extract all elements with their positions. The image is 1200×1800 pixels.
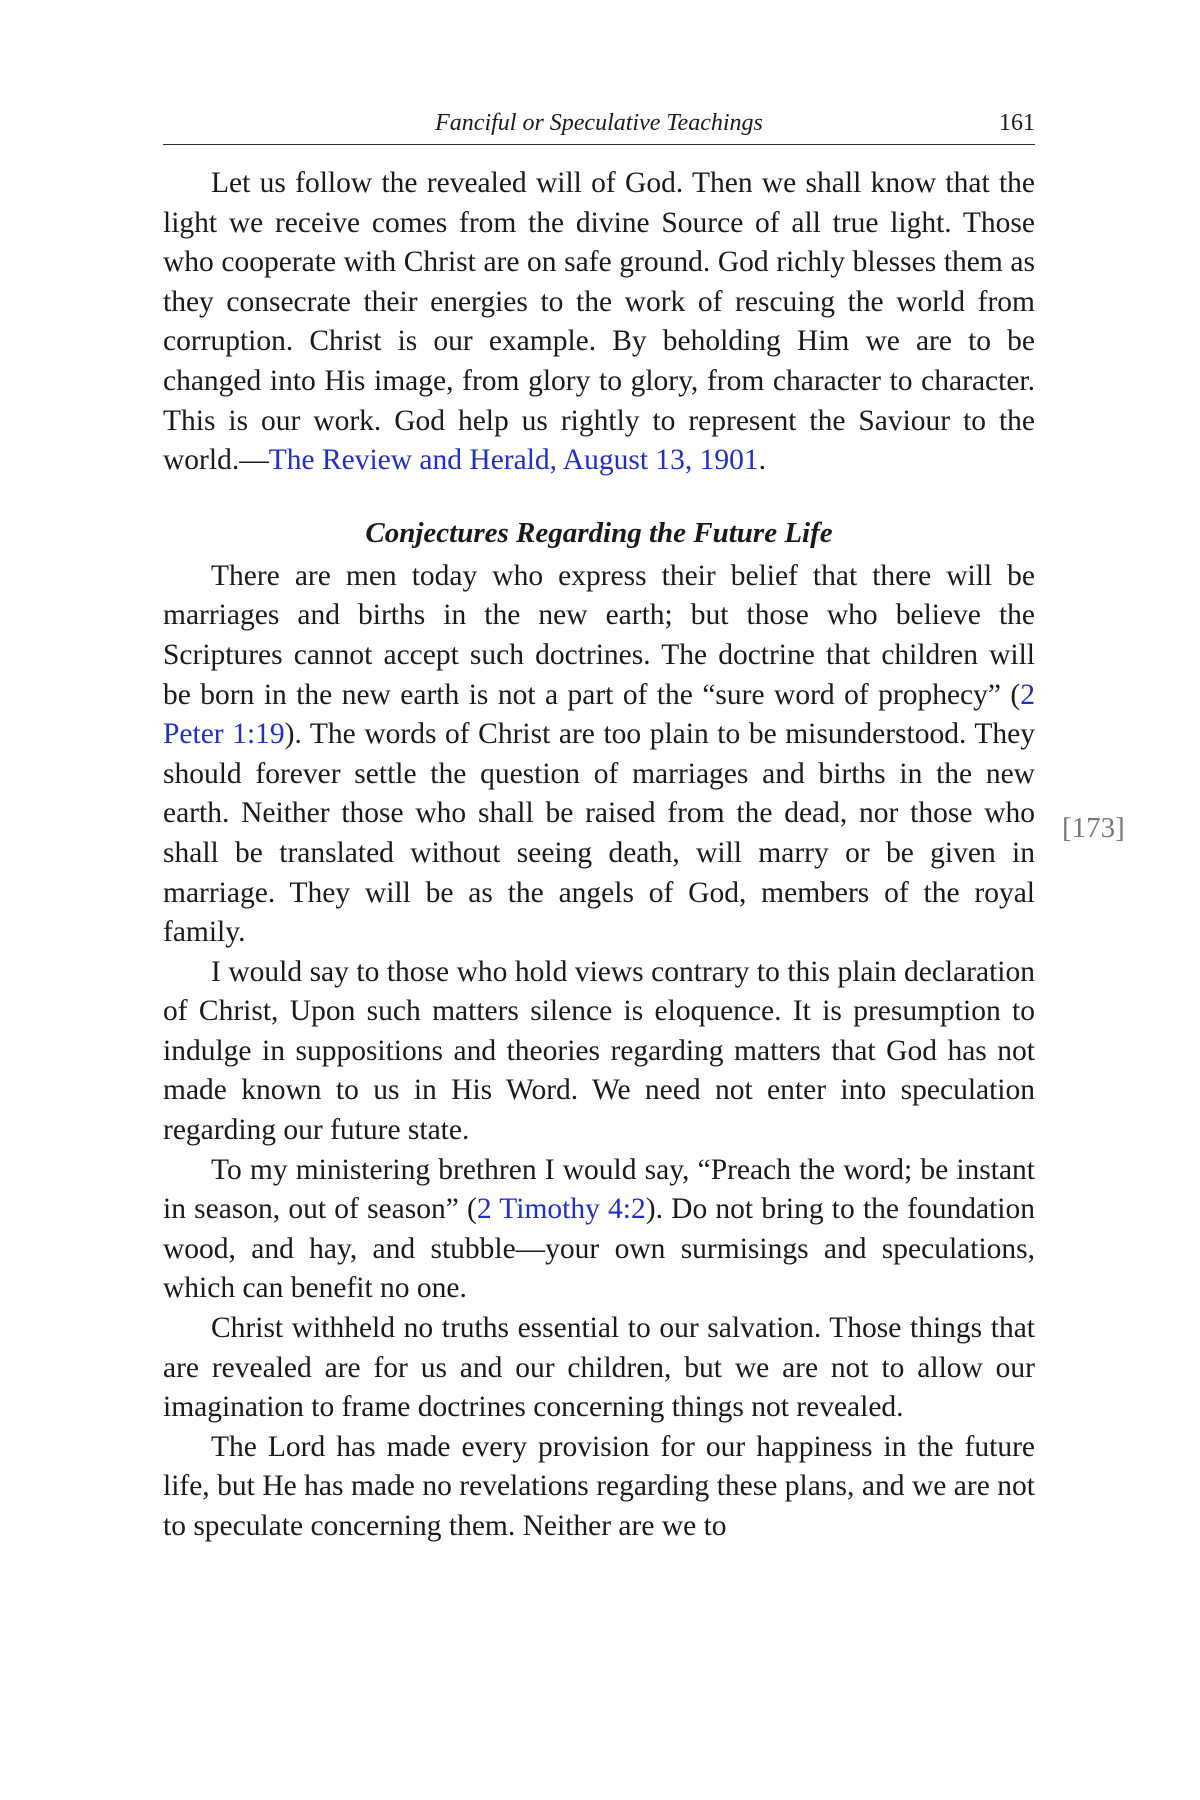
page-body [163,164,1035,1547]
review-herald-link[interactable]: The Review and Herald, August 13, 1901 [268,444,759,477]
paragraph-2-text-a: There are men today who express their belief that there will be marriages and births in the new earth; but those who believe the Scriptures cannot accept such doctrines. The doctrine that children will be born in the new earth is not a part of the “sure word of prophecy” ( [163,559,1035,711]
page-number: 161 [999,110,1035,136]
2-timothy-link[interactable]: 2 Timothy 4:2 [476,1193,646,1226]
paragraph-2-text-b: ). The words of Christ are too plain to be misunderstood. They should forever settle the question of marriages and births in the new earth. Neither those who shall be raised from the dead, nor those who shall be translated without seeing death, will marry or be given in marriage. They will be as the angels of God, members of the royal family. [163,718,1035,949]
2-peter-link[interactable]: 2 Peter 1:19 [163,678,1035,751]
paragraph-6: The Lord has made every provision for our happiness in the future life, but He has made no revelations regarding these plans, and we are not to speculate concerning them. Neither are we to [163,1430,1035,1542]
paragraph-4 [163,1151,1035,1309]
paragraph-4-text-a: To my ministering brethren I would say, “Preach the word; be instant in season, out of season” ( [163,1153,1035,1226]
paragraph-5: Christ withheld no truths essential to our salvation. Those things that are revealed are for us and our children, but we are not to allow our imagination to frame doctrines concerning things not revealed. [163,1312,1035,1424]
paragraph-1-end: . [758,444,767,477]
paragraph-2 [163,557,1035,953]
section-heading: Conjectures Regarding the Future Life [365,516,833,549]
paragraph-3: I would say to those who hold views contrary to this plain declaration of Christ, Upon such matters silence is eloquence. It is presumption to indulge in suppositions and theories regarding matters that God has not made known to us in His Word. We need not enter into speculation regarding our future state. [163,955,1035,1147]
paragraph-4-text-b: ). Do not bring to the foundation wood, and hay, and stubble—your own surmisings and speculations, which can benefit no one. [163,1193,1036,1305]
page-header [163,108,1035,145]
paragraph-1-text: Let us follow the revealed will of God. Then we shall know that the light we receive comes from the divine Source of all true light. Those who cooperate with Christ are on safe ground. God richly blesses them as they consecrate their energies to the work of rescuing the world from corruption. Christ is our example. By beholding Him we are to be changed into His image, from glory to glory, from character to character. This is our work. God help us rightly to represent the Saviour to the world.— [163,167,1035,477]
paragraph-1 [163,164,1035,481]
running-title: Fanciful or Speculative Teachings [435,110,763,136]
margin-page-reference: [173] [1062,812,1125,844]
